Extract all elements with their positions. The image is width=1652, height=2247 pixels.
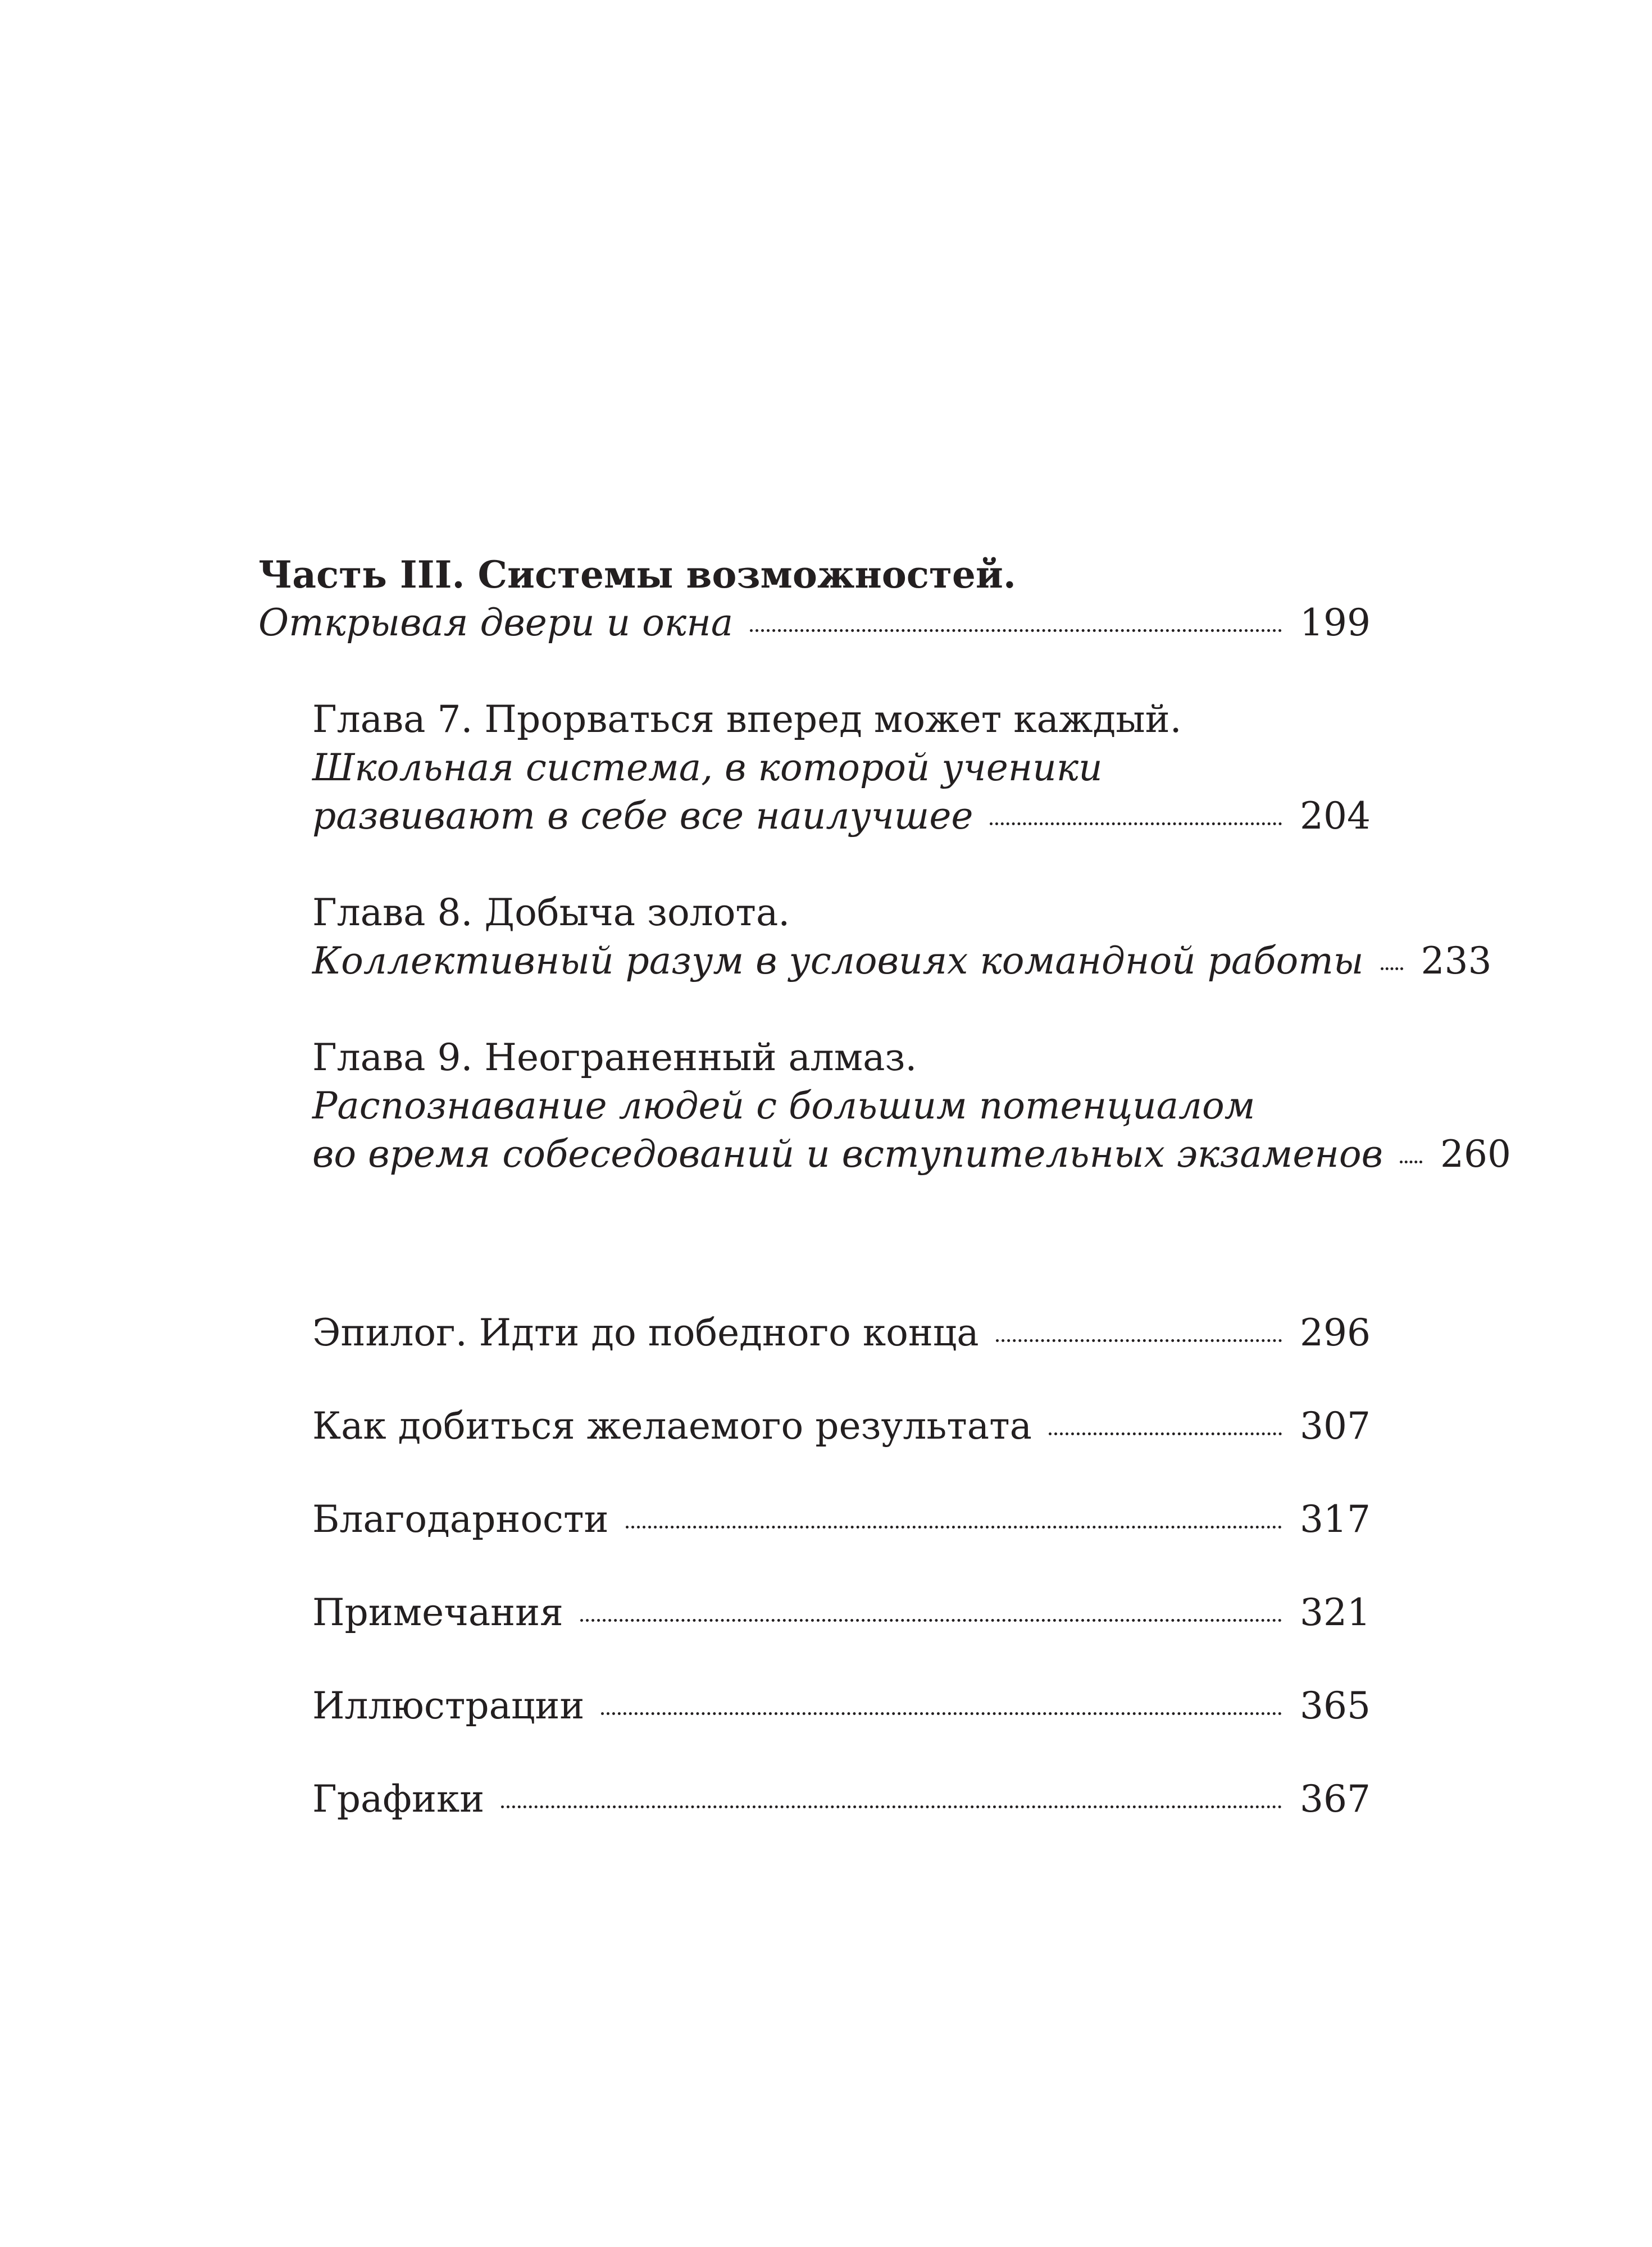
- dot-leader: [990, 822, 1282, 825]
- chapter-title: Глава 8. Добыча золота.: [312, 891, 790, 934]
- back-matter-page-number: 365: [1300, 1684, 1371, 1727]
- back-matter-title: Как добиться желаемого результата: [312, 1404, 1032, 1448]
- back-matter-page-number: 317: [1300, 1498, 1371, 1541]
- part-subtitle-line: [258, 599, 1371, 647]
- part-title: Часть III. Системы возможностей.: [258, 553, 1016, 597]
- chapter-8-entry: [312, 889, 1492, 985]
- chapter-page-number: 204: [1300, 794, 1371, 838]
- dot-leader: [601, 1712, 1282, 1715]
- dot-leader: [1400, 1161, 1422, 1163]
- chapter-subtitle-line: Школьная система, в которой ученики: [312, 746, 1103, 789]
- dot-leader: [1381, 967, 1403, 970]
- back-matter-page-number: 307: [1300, 1404, 1371, 1448]
- back-matter-page-number: 321: [1300, 1591, 1371, 1634]
- dot-leader: [626, 1526, 1282, 1529]
- back-matter-page-number: 367: [1300, 1777, 1371, 1821]
- dot-leader: [1049, 1432, 1282, 1435]
- dot-leader: [750, 629, 1282, 632]
- chapter-subtitle: во время собеседований и вступительных экзаменов: [312, 1132, 1384, 1176]
- back-matter-title: Иллюстрации: [312, 1684, 585, 1727]
- back-matter-illustrations: [312, 1682, 1371, 1730]
- back-matter-page-number: 296: [1300, 1311, 1371, 1354]
- dot-leader: [580, 1619, 1282, 1622]
- chapter-title: Глава 9. Неограненный алмаз.: [312, 1036, 917, 1079]
- part-subtitle: Открывая двери и окна: [258, 601, 734, 644]
- back-matter-acknowledgements: [312, 1495, 1371, 1544]
- chapter-title: Глава 7. Прорваться вперед может каждый.: [312, 698, 1182, 741]
- chapter-7-entry: [312, 695, 1371, 840]
- chapter-subtitle-last-line: [312, 792, 1371, 840]
- back-matter-title: Благодарности: [312, 1498, 609, 1541]
- dot-leader: [501, 1805, 1282, 1808]
- chapter-subtitle-line: Распознавание людей с большим потенциалом: [312, 1084, 1255, 1127]
- chapter-subtitle: Коллективный разум в условиях командной работы: [312, 939, 1364, 983]
- back-matter-charts: [312, 1775, 1371, 1823]
- chapter-page-number: 260: [1440, 1132, 1511, 1176]
- back-matter-title: Графики: [312, 1777, 485, 1821]
- chapter-subtitle-last-line: [312, 1130, 1511, 1179]
- chapter-page-number: 233: [1421, 939, 1492, 983]
- back-matter-epilogue: [312, 1309, 1371, 1357]
- back-matter-title: Примечания: [312, 1591, 563, 1634]
- chapter-9-entry: [312, 1034, 1511, 1179]
- back-matter-notes: [312, 1589, 1371, 1637]
- part-page-number: 199: [1300, 601, 1371, 644]
- chapter-subtitle: развивают в себе все наилучшее: [312, 794, 973, 838]
- back-matter-title: Эпилог. Идти до победного конца: [312, 1311, 979, 1354]
- table-of-contents: [258, 551, 1511, 1823]
- chapter-subtitle-last-line: [312, 937, 1492, 985]
- dot-leader: [996, 1339, 1282, 1342]
- back-matter-results: [312, 1402, 1371, 1450]
